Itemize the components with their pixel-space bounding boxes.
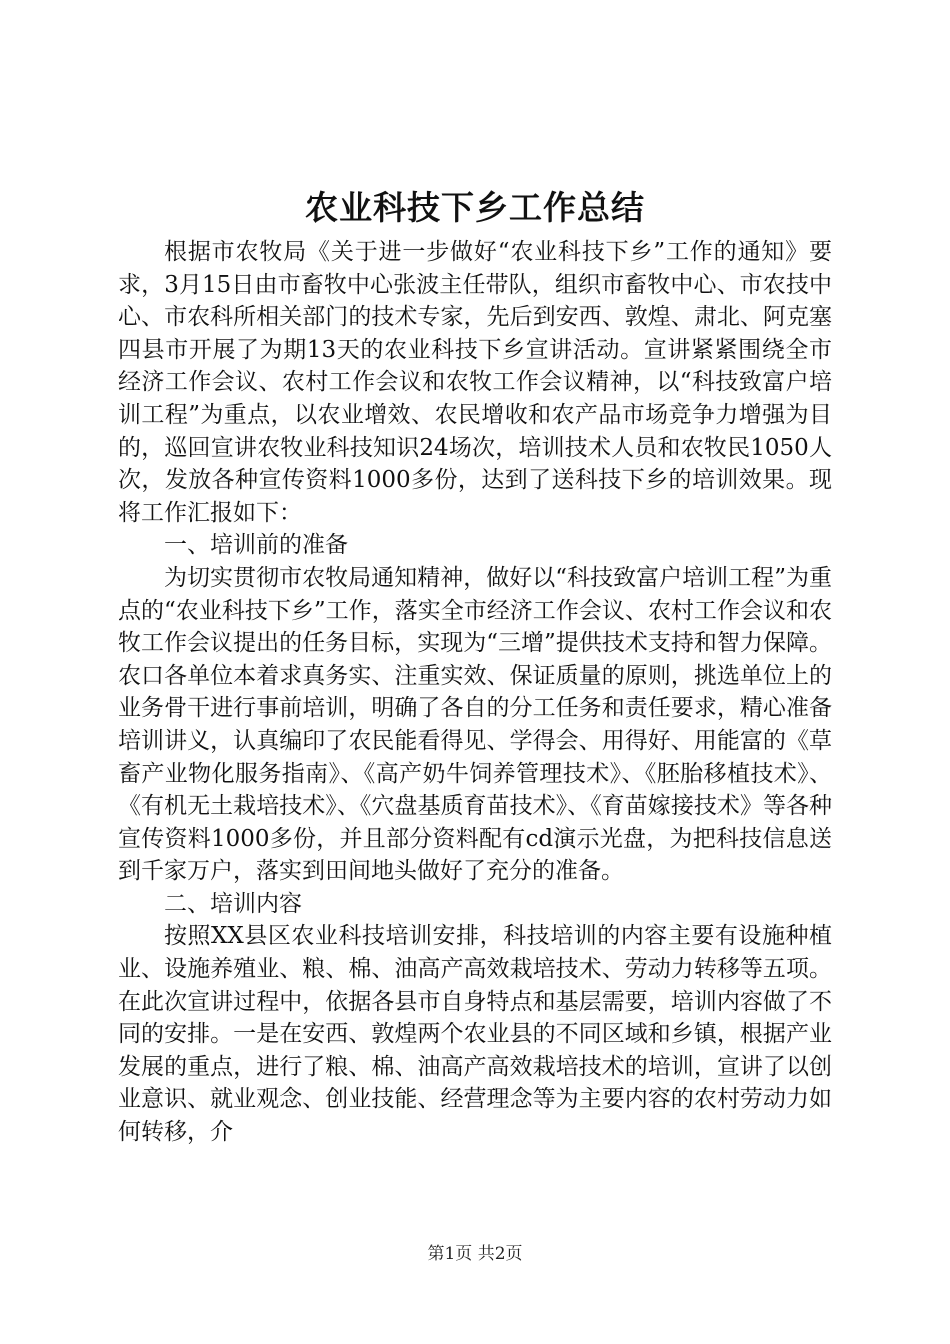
- page-footer: 第1页 共2页: [427, 1244, 523, 1264]
- paragraph-intro: 根据市农牧局《关于进一步做好“农业科技下乡”工作的通知》要求，3月15日由市畜牧中心张波主任带队，组织市畜牧中心、市农技中心、市农科所相关部门的技术专家，先后到安西、敦煌、肃北、阿克塞四县市开展了为期13天的农业科技下乡宣讲活动。宣讲紧紧围绕全市经济工作会议、农村工作会议和农牧工作会议精神，以“科技致富户培训工程”为重点，以农业增效、农民增收和农产品市场竞争力增强为目的，巡回宣讲农牧业科技知识24场次，培训技术人员和农牧民1050人次，发放各种宣传资料1000多份，达到了送科技下乡的培训效果。现将工作汇报如下：: [118, 239, 832, 526]
- document-title: 农业科技下乡工作总结: [305, 188, 645, 227]
- document-body: [118, 236, 832, 1149]
- section-heading-content: 二、培训内容: [164, 890, 302, 917]
- paragraph-preparation: 为切实贯彻市农牧局通知精神，做好以“科技致富户培训工程”为重点的“农业科技下乡”工作，落实全市经济工作会议、农村工作会议和农牧工作会议提出的任务目标，实现为“三增”提供技术支持和智力保障。农口各单位本着求真务实、注重实效、保证质量的原则，挑选单位上的业务骨干进行事前培训，明确了各自的分工任务和责任要求，精心准备培训讲义，认真编印了农民能看得见、学得会、用得好、用能富的《草畜产业物化服务指南》、《高产奶牛饲养管理技术》、《胚胎移植技术》、《有机无土栽培技术》、《穴盘基质育苗技术》、《育苗嫁接技术》等各种宣传资料1000多份，并且部分资料配有cd演示光盘，为把科技信息送到千家万户，落实到田间地头做好了充分的准备。: [118, 564, 832, 885]
- section-heading-preparation: 一、培训前的准备: [164, 532, 348, 559]
- paragraph-content: 按照XX县区农业科技培训安排，科技培训的内容主要有设施种植业、设施养殖业、粮、棉、油高产高效栽培技术、劳动力转移等五项。在此次宣讲过程中，依据各县市自身特点和基层需要，培训内容做了不同的安排。一是在安西、敦煌两个农业县的不同区域和乡镇，根据产业发展的重点，进行了粮、棉、油高产高效栽培技术的培训，宣讲了以创业意识、就业观念、创业技能、经营理念等为主要内容的农村劳动力如何转移，介: [118, 923, 832, 1146]
